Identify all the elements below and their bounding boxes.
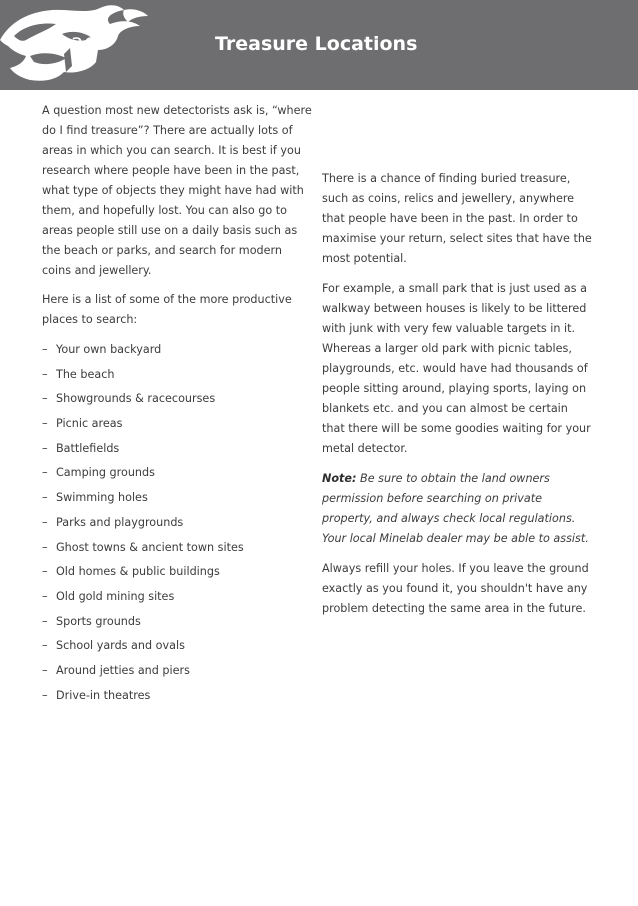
dash-bullet: – xyxy=(42,565,48,579)
list-item xyxy=(42,439,314,464)
intro-paragraph: A question most new detectorists ask is, “where do I find treasure”? There are actually lots of areas in which you can search. It is best if you research where people have been in the past, what type of objects they might have had with them, and hopefully lost. You can also go to areas people still use on a daily basis such as the beach or parks, and search for modern coins and jewellery. xyxy=(42,104,312,277)
list-item xyxy=(42,686,314,711)
list-item xyxy=(42,463,314,488)
left-column xyxy=(42,101,314,710)
list-item-text: Sports grounds xyxy=(56,614,141,628)
dash-bullet: – xyxy=(42,367,48,381)
paragraph-refill: Always refill your holes. If you leave the ground exactly as you found it, you shouldn't have any problem detecting the same area in the future. xyxy=(322,562,589,615)
list-item-text: Swimming holes xyxy=(56,491,148,505)
dash-bullet: – xyxy=(42,491,48,505)
note-paragraph xyxy=(322,469,594,549)
right-column xyxy=(322,169,594,629)
list-item-text: Battlefields xyxy=(56,441,120,455)
note-label: Note: xyxy=(322,472,357,485)
list-item-text: Picnic areas xyxy=(56,417,123,431)
list-item xyxy=(42,612,314,637)
list-item xyxy=(42,562,314,587)
list-item-text: Camping grounds xyxy=(56,466,155,480)
list-item-text: Ghost towns & ancient town sites xyxy=(56,540,244,554)
list-item xyxy=(42,538,314,563)
list-item xyxy=(42,365,314,390)
dash-bullet: – xyxy=(42,343,48,356)
dash-bullet: – xyxy=(42,466,48,480)
dash-bullet: – xyxy=(42,392,48,406)
list-item-text: The beach xyxy=(56,367,115,381)
list-item-text: Drive-in theatres xyxy=(56,688,151,702)
list-item-text: Around jetties and piers xyxy=(56,663,190,677)
page-title: Treasure Locations xyxy=(215,33,418,55)
list-item xyxy=(42,414,314,439)
dash-bullet: – xyxy=(42,515,48,529)
list-intro-paragraph: Here is a list of some of the more productive places to search: xyxy=(42,293,292,326)
list-item-text: Old homes & public buildings xyxy=(56,565,220,579)
paragraph-chance: There is a chance of finding buried treasure, such as coins, relics and jewellery, anywhere that people have been in the past. In order to maximise your return, select sites that have the most potential. xyxy=(322,172,592,265)
places-list xyxy=(42,340,314,710)
list-item xyxy=(42,587,314,612)
list-item xyxy=(42,340,314,365)
dash-bullet: – xyxy=(42,614,48,628)
dash-bullet: – xyxy=(42,589,48,603)
note-text: Be sure to obtain the land owners permission before searching on private property, and always check local regulations. Your local Minelab dealer may be able to assist. xyxy=(322,472,589,545)
list-item xyxy=(42,513,314,538)
list-item xyxy=(42,389,314,414)
list-item-text: Old gold mining sites xyxy=(56,589,175,603)
dash-bullet: – xyxy=(42,663,48,677)
dash-bullet: – xyxy=(42,639,48,653)
page-number: 36 xyxy=(71,34,97,56)
dash-bullet: – xyxy=(42,441,48,455)
list-item xyxy=(42,636,314,661)
dash-bullet: – xyxy=(42,688,48,702)
dash-bullet: – xyxy=(42,540,48,554)
list-item-text: Parks and playgrounds xyxy=(56,515,184,529)
list-item-text: School yards and ovals xyxy=(56,639,185,653)
list-item-text: Your own backyard xyxy=(56,343,162,356)
page-header xyxy=(0,0,638,90)
list-item xyxy=(42,488,314,513)
paragraph-example: For example, a small park that is just used as a walkway between houses is likely to be littered with junk with very few valuable targets in it. Whereas a larger old park with picnic tables, playgrounds, etc. would have had thousands of people sitting around, playing sports, laying on blankets etc. and you can almost be certain that there will be some goodies waiting for your metal detector. xyxy=(322,282,591,455)
dash-bullet: – xyxy=(42,417,48,431)
list-item xyxy=(42,661,314,686)
list-item-text: Showgrounds & racecourses xyxy=(56,392,216,406)
